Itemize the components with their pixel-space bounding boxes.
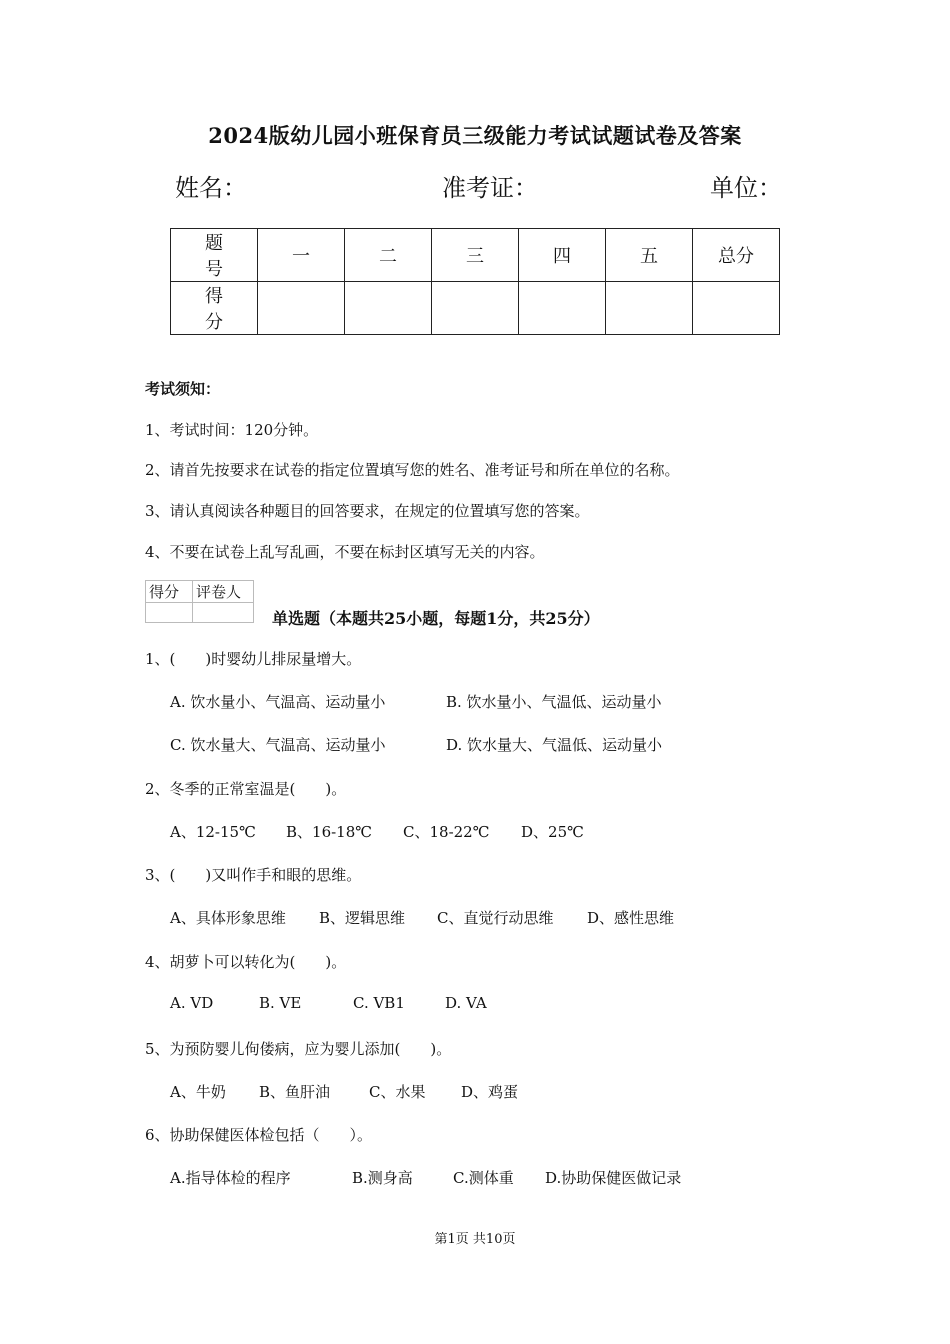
grader-reviewer-label: 评卷人 bbox=[193, 581, 254, 603]
option-d[interactable]: D. VA bbox=[445, 994, 487, 1012]
option-a[interactable]: A. VD bbox=[170, 994, 214, 1012]
score-table-col-3: 三 bbox=[432, 229, 519, 282]
score-table-header-label: 题 号 bbox=[171, 229, 258, 282]
question-options bbox=[170, 734, 662, 755]
score-cell-1[interactable] bbox=[258, 282, 345, 335]
option-d[interactable]: D. 饮水量大、气温低、运动量小 bbox=[446, 736, 663, 754]
score-cell-2[interactable] bbox=[345, 282, 432, 335]
question-stem: 1、( )时婴幼儿排尿量增大。 bbox=[145, 650, 362, 668]
question-stem: 6、协助保健医体检包括（ ）。 bbox=[145, 1126, 373, 1144]
score-table-col-4: 四 bbox=[519, 229, 606, 282]
notice-item: 1、考试时间：120分钟。 bbox=[145, 421, 319, 439]
notice-item: 3、请认真阅读各种题目的回答要求，在规定的位置填写您的答案。 bbox=[145, 502, 590, 520]
question-options bbox=[170, 821, 584, 842]
grader-score-cell[interactable] bbox=[146, 603, 193, 623]
score-table bbox=[170, 228, 780, 335]
exam-title: 2024版幼儿园小班保育员三级能力考试试题试卷及答案 bbox=[208, 123, 742, 148]
score-table-col-5: 五 bbox=[606, 229, 693, 282]
option-d[interactable]: D、鸡蛋 bbox=[461, 1083, 519, 1101]
score-table-col-2: 二 bbox=[345, 229, 432, 282]
section-title: 单选题（本题共25小题，每题1分，共25分） bbox=[272, 609, 600, 628]
option-a[interactable]: A、具体形象思维 bbox=[170, 909, 286, 927]
option-c[interactable]: C、水果 bbox=[369, 1083, 426, 1101]
option-a[interactable]: A、12-15℃ bbox=[170, 823, 256, 841]
option-b[interactable]: B、16-18℃ bbox=[286, 823, 373, 841]
unit-field-label: 单位： bbox=[710, 174, 782, 202]
ticket-field-label: 准考证： bbox=[442, 174, 538, 202]
grader-reviewer-cell[interactable] bbox=[193, 603, 254, 623]
question-options bbox=[170, 1081, 518, 1102]
question-stem: 2、冬季的正常室温是( )。 bbox=[145, 780, 347, 798]
option-b[interactable]: B. VE bbox=[259, 994, 302, 1012]
question-options bbox=[170, 1167, 681, 1188]
option-a[interactable]: A、牛奶 bbox=[170, 1083, 226, 1101]
option-d[interactable]: D.协助保健医做记录 bbox=[545, 1169, 682, 1187]
grader-score-label: 得分 bbox=[146, 581, 193, 603]
option-c[interactable]: C. 饮水量大、气温高、运动量小 bbox=[170, 736, 386, 754]
option-b[interactable]: B. 饮水量小、气温低、运动量小 bbox=[446, 693, 662, 711]
score-cell-total[interactable] bbox=[693, 282, 780, 335]
question-options bbox=[170, 994, 487, 1012]
option-c[interactable]: C. VB1 bbox=[353, 994, 405, 1012]
grader-table bbox=[145, 580, 254, 623]
score-cell-5[interactable] bbox=[606, 282, 693, 335]
score-table-col-1: 一 bbox=[258, 229, 345, 282]
notice-item: 2、请首先按要求在试卷的指定位置填写您的姓名、准考证号和所在单位的名称。 bbox=[145, 461, 680, 479]
notice-item: 4、不要在试卷上乱写乱画，不要在标封区填写无关的内容。 bbox=[145, 543, 545, 561]
score-table-col-total: 总分 bbox=[693, 229, 780, 282]
option-d[interactable]: D、25℃ bbox=[521, 823, 584, 841]
page-footer: 第1页 共10页 bbox=[434, 1232, 516, 1247]
score-cell-4[interactable] bbox=[519, 282, 606, 335]
score-table-header-row bbox=[171, 229, 780, 282]
option-c[interactable]: C、18-22℃ bbox=[403, 823, 490, 841]
option-c[interactable]: C、直觉行动思维 bbox=[437, 909, 554, 927]
option-c[interactable]: C.测体重 bbox=[453, 1169, 514, 1187]
question-stem: 5、为预防婴儿佝偻病，应为婴儿添加( )。 bbox=[145, 1040, 452, 1058]
option-d[interactable]: D、感性思维 bbox=[587, 909, 675, 927]
score-table-score-row bbox=[171, 282, 780, 335]
score-table-score-label: 得 分 bbox=[171, 282, 258, 335]
question-stem: 4、胡萝卜可以转化为( )。 bbox=[145, 953, 347, 971]
option-b[interactable]: B、逻辑思维 bbox=[319, 909, 406, 927]
option-b[interactable]: B.测身高 bbox=[352, 1169, 413, 1187]
name-field-label: 姓名： bbox=[175, 174, 247, 202]
question-options bbox=[170, 907, 674, 928]
score-cell-3[interactable] bbox=[432, 282, 519, 335]
option-a[interactable]: A.指导体检的程序 bbox=[170, 1169, 291, 1187]
option-a[interactable]: A. 饮水量小、气温高、运动量小 bbox=[170, 693, 386, 711]
question-stem: 3、( )又叫作手和眼的思维。 bbox=[145, 866, 362, 884]
option-b[interactable]: B、鱼肝油 bbox=[259, 1083, 331, 1101]
question-options bbox=[170, 691, 662, 712]
notice-heading: 考试须知： bbox=[145, 380, 221, 398]
